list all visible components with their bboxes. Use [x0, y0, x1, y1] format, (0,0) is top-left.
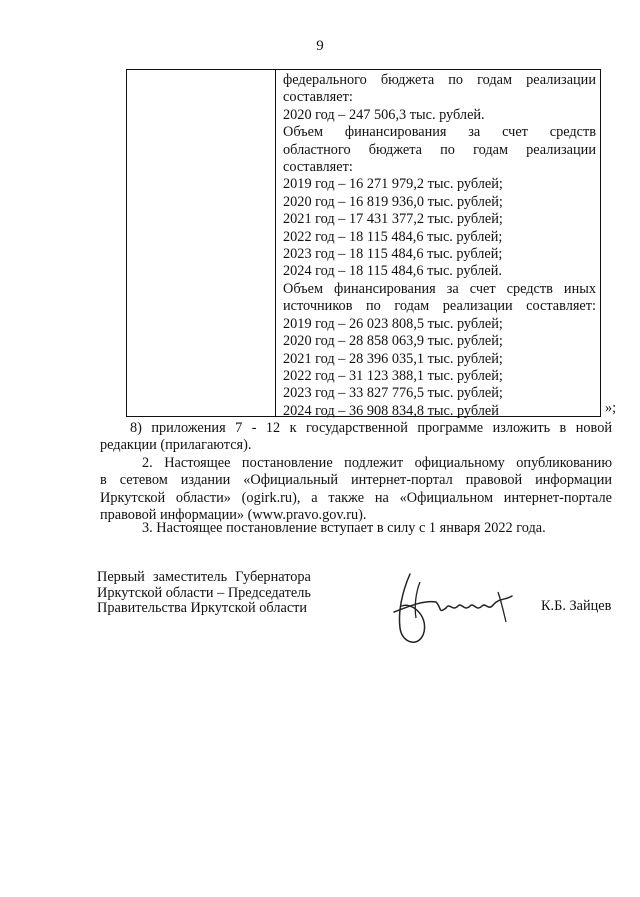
table-line: областного бюджета по годам реализации: [283, 141, 596, 158]
paragraph-line: в сетевом издании «Официальный интернет-портал правовой информации: [100, 472, 612, 489]
table-line: Объем финансирования за счет средств иных: [283, 280, 596, 297]
table-line: составляет:: [283, 89, 353, 106]
paragraph-line: Иркутской области» (ogirk.ru), а также на «Официальном интернет-портале: [100, 489, 612, 506]
page-number: 9: [316, 38, 324, 54]
paragraph-item-2: [100, 455, 612, 525]
paragraph-item-8: [100, 420, 612, 455]
signatory-title-line: Иркутской области – Председатель: [97, 584, 311, 601]
financing-table-text-cell: [283, 72, 596, 420]
paragraph-line: редакции (прилагаются).: [100, 437, 252, 454]
table-line: источников по годам реализации составляет:: [283, 298, 596, 315]
table-column-divider: [275, 70, 276, 416]
table-line: 2022 год – 31 123 388,1 тыс. рублей;: [283, 367, 503, 384]
table-line: 2023 год – 33 827 776,5 тыс. рублей;: [283, 385, 503, 402]
table-line: 2019 год – 16 271 979,2 тыс. рублей;: [283, 176, 503, 193]
table-line: 2022 год – 18 115 484,6 тыс. рублей;: [283, 228, 503, 245]
table-line: 2020 год – 247 506,3 тыс. рублей.: [283, 106, 485, 123]
signatory-name: К.Б. Зайцев: [541, 598, 612, 614]
signatory-title: [97, 570, 311, 617]
signatory-title-line: Первый заместитель Губернатора: [97, 569, 311, 585]
financing-table: [126, 69, 601, 417]
table-line: 2020 год – 16 819 936,0 тыс. рублей;: [283, 193, 503, 210]
closing-quote-mark: »;: [605, 400, 617, 416]
handwritten-signature: [380, 562, 530, 652]
table-line: 2024 год – 18 115 484,6 тыс. рублей.: [283, 263, 502, 280]
signatory-title-line: Правительства Иркутской области: [97, 600, 308, 616]
table-line: составляет:: [283, 159, 353, 176]
table-line: 2019 год – 26 023 808,5 тыс. рублей;: [283, 315, 503, 332]
paragraph-line: 8) приложения 7 - 12 к государственной программе изложить в новой: [130, 420, 612, 436]
paragraph-line: 2. Настоящее постановление подлежит официальному опубликованию: [142, 455, 612, 471]
table-line: 2024 год – 36 908 834,8 тыс. рублей: [283, 402, 499, 419]
paragraph-line: правовой информации» (www.pravo.gov.ru).: [100, 507, 367, 524]
paragraph-item-3: [100, 520, 612, 537]
table-line: Объем финансирования за счет средств: [283, 124, 596, 141]
table-line: 2021 год – 17 431 377,2 тыс. рублей;: [283, 211, 503, 228]
table-line: 2021 год – 28 396 035,1 тыс. рублей;: [283, 350, 503, 367]
paragraph-line: 3. Настоящее постановление вступает в силу с 1 января 2022 года.: [142, 520, 546, 536]
table-line: 2020 год – 28 858 063,9 тыс. рублей;: [283, 333, 503, 350]
table-line: 2023 год – 18 115 484,6 тыс. рублей;: [283, 246, 503, 263]
table-line: федерального бюджета по годам реализации: [283, 72, 596, 88]
